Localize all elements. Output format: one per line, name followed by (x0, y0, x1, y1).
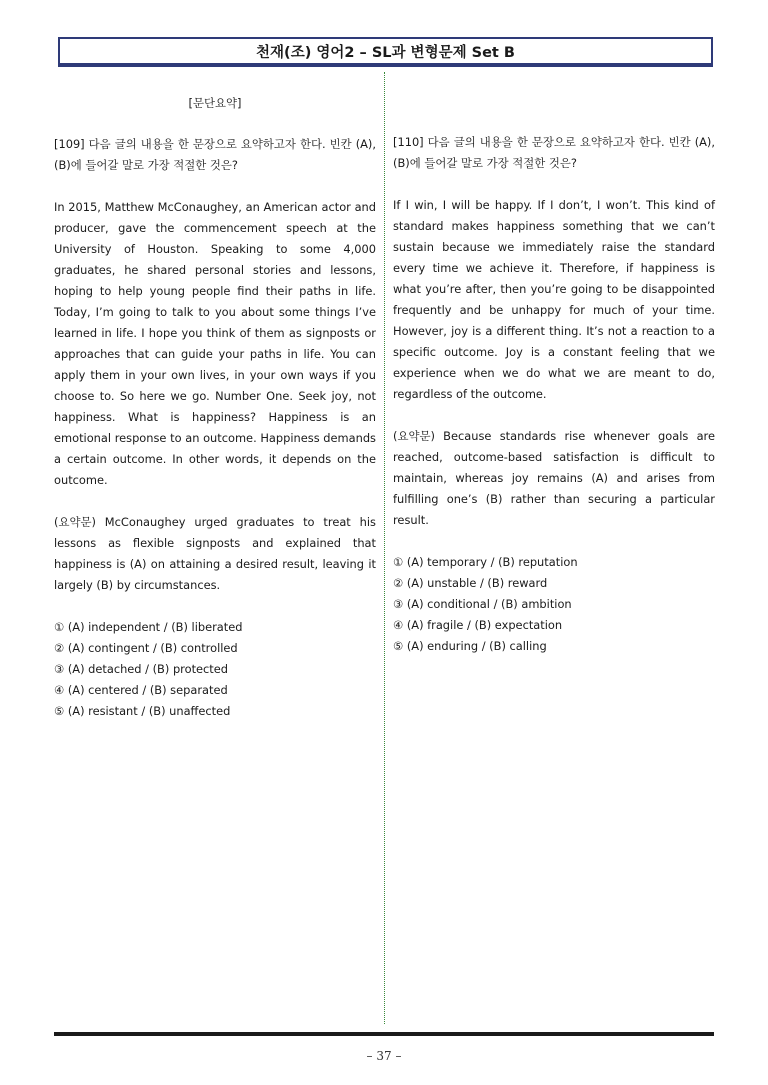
question-109-title: [109] 다음 글의 내용을 한 문장으로 요약하고자 한다. 빈칸 (A), (B)에 들어갈 말로 가장 적절한 것은? (54, 137, 376, 172)
option-item: ⑤ (A) enduring / (B) calling (393, 639, 547, 653)
page-number: – 37 – (366, 1049, 402, 1063)
option-item: ① (A) temporary / (B) reputation (393, 555, 578, 569)
left-column (54, 93, 376, 722)
right-column (393, 132, 715, 657)
question-110-options (393, 552, 715, 657)
option-item: ② (A) contingent / (B) controlled (54, 641, 238, 655)
footer-rule (54, 1032, 714, 1036)
page-header (58, 37, 713, 67)
question-109-summary: (요약문) McConaughey urged graduates to treat his lessons as flexible signposts and explained that happiness is (A) on attaining a desired result, leaving it largely (B) by circumstances. (54, 515, 376, 592)
question-109-passage: In 2015, Matthew McConaughey, an American actor and producer, gave the commencement speech at the University of Houston. Speaking to some 4,000 graduates, he shared personal stories and lessons, hoping to help young people find their paths in life. Today, I’m going to talk to you about some things I’ve learned in life. I hope you think of them as signposts or approaches that can guide your paths in life. You can apply them in your own lives, in your own ways if you choose to. So here we go. Number One. Seek joy, not happiness. What is happiness? Happiness is an emotional response to an outcome. Happiness demands a certain outcome. In other words, it depends on the outcome. (54, 200, 376, 487)
option-item: ③ (A) conditional / (B) ambition (393, 597, 572, 611)
question-109-options (54, 617, 376, 722)
option-item: ② (A) unstable / (B) reward (393, 576, 548, 590)
option-item: ③ (A) detached / (B) protected (54, 662, 229, 676)
column-divider (384, 72, 385, 1024)
section-label: [문단요약] (188, 96, 242, 110)
option-item: ④ (A) fragile / (B) expectation (393, 618, 563, 632)
question-110-passage: If I win, I will be happy. If I don’t, I won’t. This kind of standard makes happiness something that we can’t sustain because we immediately raise the standard every time we achieve it. Therefore, if happiness is what you’re after, then you’re going to be disappointed frequently and be unhappy for much of your time. However, joy is a different thing. It’s not a reaction to a specific outcome. Joy is a constant feeling that we experience when we do what we are meant to do, regardless of the outcome. (393, 198, 715, 401)
option-item: ① (A) independent / (B) liberated (54, 620, 243, 634)
header-title: 천재(조) 영어2 – SL과 변형문제 Set B (256, 44, 515, 61)
question-110-summary: (요약문) Because standards rise whenever goals are reached, outcome-based satisfaction is difficult to maintain, whereas joy remains (A) and arises from fulfilling one’s (B) rather than securing a particular result. (393, 429, 715, 527)
option-item: ⑤ (A) resistant / (B) unaffected (54, 704, 231, 718)
question-110-title: [110] 다음 글의 내용을 한 문장으로 요약하고자 한다. 빈칸 (A), (B)에 들어갈 말로 가장 적절한 것은? (393, 135, 715, 170)
option-item: ④ (A) centered / (B) separated (54, 683, 228, 697)
